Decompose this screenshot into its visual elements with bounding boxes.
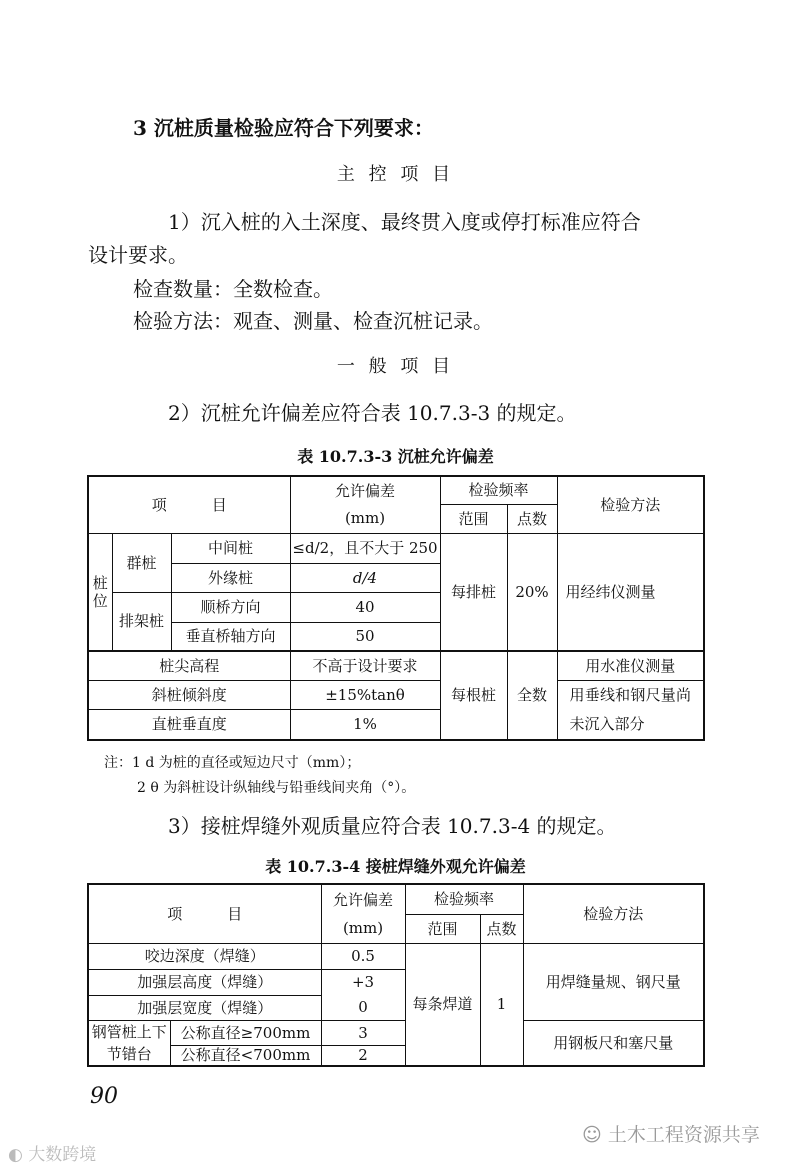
header-unit: (mm) xyxy=(290,504,440,533)
item1-method: 检验方法：观查、测量、检查沉桩记录。 xyxy=(133,309,493,333)
steel-pile-offset: 钢管桩上下节错台 xyxy=(88,1020,170,1066)
watermark-right: ☺ 土木工程资源共享 xyxy=(582,1124,760,1146)
wechat-icon: ☺ xyxy=(582,1124,608,1146)
row-tol: 3 xyxy=(321,1020,405,1046)
table1 xyxy=(87,475,705,741)
method-a: 用经纬仪测量 xyxy=(557,533,704,651)
row-tol: ±15%tanθ xyxy=(290,680,440,710)
row-item: 中间桩 xyxy=(171,533,290,563)
table1-note-2: 2 θ 为斜桩设计纵轴线与铅垂线间夹角（°）。 xyxy=(137,780,416,796)
method-c: 用垂线和钢尺量尚未沉入部分 xyxy=(557,680,704,740)
row-tol: 不高于设计要求 xyxy=(290,651,440,680)
row-item: 直桩垂直度 xyxy=(88,710,290,740)
row-tol: 50 xyxy=(290,622,440,651)
row-item: 加强层宽度（焊缝） xyxy=(88,995,321,1020)
table1-caption: 表 10.7.3-3 沉桩允许偏差 xyxy=(297,447,494,466)
method-b: 用水准仪测量 xyxy=(557,651,704,680)
method-b: 用钢板尺和塞尺量 xyxy=(523,1020,704,1066)
header-points: 点数 xyxy=(480,914,523,943)
header-range: 范围 xyxy=(405,914,480,943)
table2 xyxy=(87,883,705,1067)
header-freq: 检验频率 xyxy=(440,476,557,504)
range-a: 每排桩 xyxy=(440,533,507,651)
header-points: 点数 xyxy=(507,504,557,533)
header-item: 项 目 xyxy=(88,476,290,533)
row-item: 公称直径<700mm xyxy=(170,1046,321,1066)
row-tol: 1% xyxy=(290,710,440,740)
header-range: 范围 xyxy=(440,504,507,533)
item3: 3）接桩焊缝外观质量应符合表 10.7.3-4 的规定。 xyxy=(168,814,617,838)
header-method: 检验方法 xyxy=(557,476,704,533)
method-a: 用焊缝量规、钢尺量 xyxy=(523,943,704,1020)
points-a: 20% xyxy=(507,533,557,651)
row-item: 斜桩倾斜度 xyxy=(88,680,290,710)
main-items-label: 主 控 项 目 xyxy=(336,164,455,185)
pile-position-a: 桩 xyxy=(88,533,112,592)
header-tolerance: 允许偏差 xyxy=(290,476,440,504)
row-tol: 0 xyxy=(321,995,405,1020)
row-tol: 0.5 xyxy=(321,943,405,969)
row-item: 公称直径≥700mm xyxy=(170,1020,321,1046)
row-tol: d/4 xyxy=(290,563,440,592)
points-b: 全数 xyxy=(507,651,557,740)
section-heading: 3 沉桩质量检验应符合下列要求： xyxy=(133,116,434,140)
item2: 2）沉桩允许偏差应符合表 10.7.3-3 的规定。 xyxy=(168,401,577,425)
header-item: 项 目 xyxy=(88,884,321,943)
logo-icon: ◐ xyxy=(8,1145,29,1165)
row-item: 垂直桥轴方向 xyxy=(171,622,290,651)
points: 1 xyxy=(480,943,523,1066)
table2-caption: 表 10.7.3-4 接桩焊缝外观允许偏差 xyxy=(265,857,526,876)
row-tol: ≤d/2，且不大于 250 xyxy=(290,533,440,563)
item1-line2: 设计要求。 xyxy=(88,243,188,267)
row-item: 加强层高度（焊缝） xyxy=(88,969,321,995)
item1-quantity: 检查数量：全数检查。 xyxy=(133,277,333,301)
row-item: 顺桥方向 xyxy=(171,592,290,622)
header-method: 检验方法 xyxy=(523,884,704,943)
row-tol: 40 xyxy=(290,592,440,622)
general-items-label: 一 般 项 目 xyxy=(336,356,455,377)
row-item: 桩尖高程 xyxy=(88,651,290,680)
bent-pile: 排架桩 xyxy=(112,592,171,651)
group-pile: 群桩 xyxy=(112,533,171,592)
row-tol: 2 xyxy=(321,1046,405,1066)
table1-note-1: 注：1 d 为桩的直径或短边尺寸（mm）； xyxy=(104,755,361,771)
row-item: 外缘桩 xyxy=(171,563,290,592)
row-tol: +3 xyxy=(321,969,405,995)
range-b: 每根桩 xyxy=(440,651,507,740)
item1-line1: 1）沉入桩的入土深度、最终贯入度或停打标准应符合 xyxy=(168,210,641,234)
row-item: 咬边深度（焊缝） xyxy=(88,943,321,969)
header-unit: (mm) xyxy=(321,914,405,943)
page-number: 90 xyxy=(90,1084,118,1109)
header-freq: 检验频率 xyxy=(405,884,523,914)
range: 每条焊道 xyxy=(405,943,480,1066)
watermark-left: ◐ 大数跨境 xyxy=(8,1145,97,1165)
pile-position-b: 位 xyxy=(88,592,112,651)
header-tolerance: 允许偏差 xyxy=(321,884,405,914)
